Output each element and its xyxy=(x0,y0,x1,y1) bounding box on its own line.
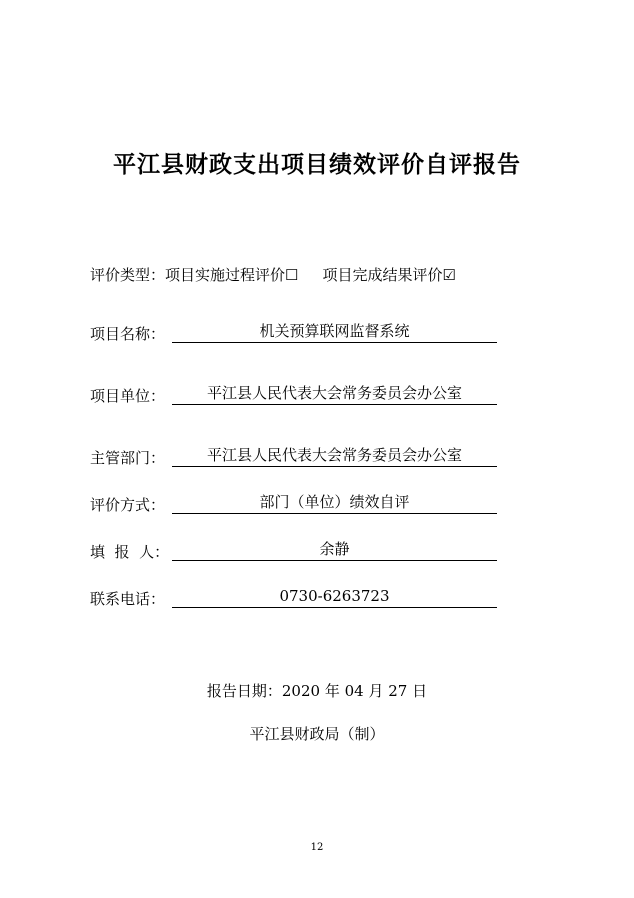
issuer: 平江县财政局（制） xyxy=(249,725,385,743)
project-name-label: 项目名称： xyxy=(90,325,166,343)
document-title: 平江县财政支出项目绩效评价自评报告 xyxy=(113,151,521,178)
evaluation-type-option-result: 项目完成结果评价☑ xyxy=(322,266,456,284)
contact-phone-label: 联系电话： xyxy=(90,590,166,608)
supervising-department-label: 主管部门： xyxy=(90,449,166,467)
evaluation-type-label: 评价类型： xyxy=(90,266,166,284)
report-date: 报告日期：2020 年 04 月 27 日 xyxy=(206,682,428,700)
project-unit-value: 平江县人民代表大会常务委员会办公室 xyxy=(172,385,497,405)
project-name-value: 机关预算联网监督系统 xyxy=(172,323,497,343)
evaluation-method-label: 评价方式： xyxy=(90,496,166,514)
page-number: 12 xyxy=(310,842,324,853)
evaluation-type-row xyxy=(90,264,456,285)
evaluation-type-option-process: 项目实施过程评价☐ xyxy=(165,266,299,284)
reporter-value: 余静 xyxy=(172,541,497,561)
supervising-department-value: 平江县人民代表大会常务委员会办公室 xyxy=(172,447,497,467)
reporter-label: 填 报 人： xyxy=(90,543,170,561)
evaluation-method-value: 部门（单位）绩效自评 xyxy=(172,494,497,514)
contact-phone-value: 0730-6263723 xyxy=(172,588,497,608)
project-unit-label: 项目单位： xyxy=(90,387,166,405)
